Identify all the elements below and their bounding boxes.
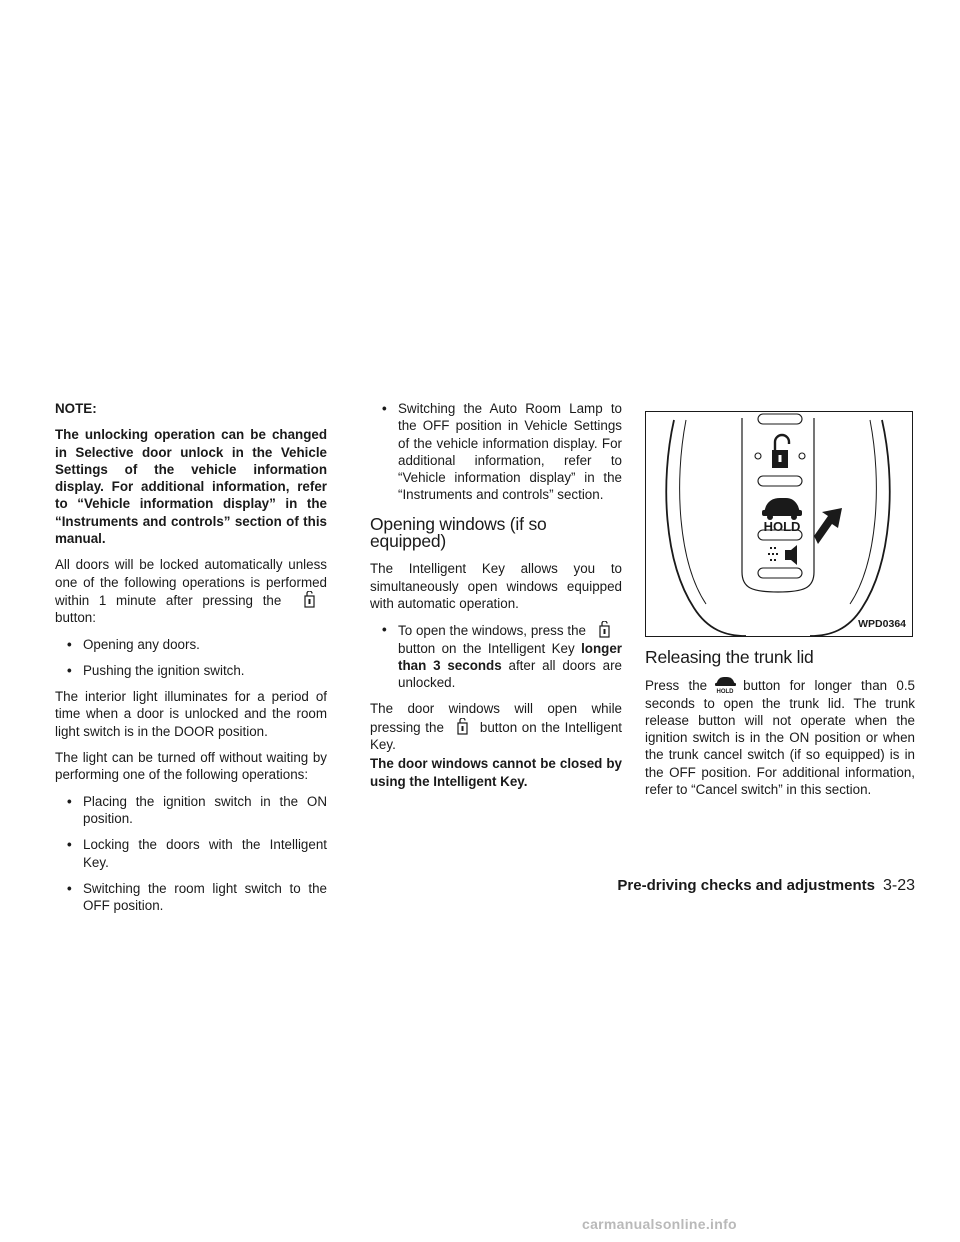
auto-lock-text: All doors will be locked automatically unless one of the following operations is performed within 1 minute after pressing the xyxy=(55,557,327,608)
watermark[interactable]: carmanualsonline.info xyxy=(582,1216,737,1232)
left-column xyxy=(55,400,327,923)
bullet-icon: • xyxy=(67,880,72,896)
svg-text:HOLD: HOLD xyxy=(716,689,734,695)
bullet-icon: • xyxy=(382,622,387,638)
right-column xyxy=(645,405,915,807)
section-heading-windows: Opening windows (if so equipped) xyxy=(370,513,547,552)
section-heading-trunk: Releasing the trunk lid xyxy=(645,647,814,667)
list-item: • Opening any doors. xyxy=(67,636,200,652)
unlock-key-icon xyxy=(450,718,474,735)
figure-hold-label: HOLD xyxy=(763,519,801,534)
list-item: • Switching the Auto Room Lamp to the OFF position in Vehicle Settings of the vehicle information display. For additional information, refer to “Vehicle information display” in the “Instruments and controls” section. xyxy=(382,401,622,503)
section-title: Pre-driving checks and adjustments xyxy=(617,877,875,894)
windows-warning-paragraph: The door windows cannot be closed by using the Intelligent Key. xyxy=(370,756,622,789)
bullet-list-operations xyxy=(55,636,327,680)
trunk-hold-icon xyxy=(711,676,739,694)
unlock-key-icon xyxy=(592,621,616,638)
list-item: • Placing the ignition switch in the ON position. xyxy=(67,793,327,826)
unlock-key-icon xyxy=(297,591,321,608)
interior-light-paragraph: The interior light illuminates for a period of time when a door is unlocked and the room light switch is in the DOOR position. xyxy=(55,689,327,739)
windows-intro-paragraph: The Intelligent Key allows you to simultaneously open windows equipped with automatic operation. xyxy=(370,561,622,611)
note-heading: NOTE: xyxy=(55,401,97,416)
bullet-icon: • xyxy=(67,662,72,678)
bullet-icon: • xyxy=(67,793,72,809)
light-off-paragraph: The light can be turned off without waiting by performing one of the following operations: xyxy=(55,750,327,783)
middle-column xyxy=(370,400,622,799)
bullet-list-top xyxy=(370,400,622,504)
bullet-icon: • xyxy=(67,636,72,652)
list-item: • Switching the room light switch to the OFF position. xyxy=(67,880,327,914)
intelligent-key-figure xyxy=(645,411,913,637)
page-footer xyxy=(617,877,915,895)
bullet-icon: • xyxy=(382,401,387,416)
trunk-release-paragraph: Press the HOLD button for longer than 0.5 seconds to open the trunk lid. The trunk release button will not operate when the ignition switch is in the ON position or when the trunk cancel switch (if so equipped) is in the OFF position. For additional information, refer to “Cancel switch” in this section. xyxy=(645,678,915,798)
bullet-list-windows xyxy=(370,621,622,691)
auto-lock-text-end: button: xyxy=(55,610,96,626)
intelligent-key-illustration xyxy=(646,412,912,636)
bullet-list-light-off xyxy=(55,793,327,915)
list-item: • To open the windows, press thebutton on the Intelligent Key longer than 3 seconds after all doors are unlocked. xyxy=(382,622,623,691)
list-item: • Locking the doors with the Intelligent Key. xyxy=(67,837,327,870)
bullet-icon: • xyxy=(67,837,72,853)
page-number: 3-23 xyxy=(882,877,915,894)
list-item: • Pushing the ignition switch. xyxy=(67,662,245,678)
figure-code: WPD0364 xyxy=(858,617,906,630)
auto-lock-paragraph xyxy=(55,556,327,626)
note-body: The unlocking operation can be changed in Selective door unlock in the Vehicle Settings of the vehicle information display. For additional information, refer to “Vehicle information display” in the “Instruments and controls” section of this manual. xyxy=(55,427,327,547)
windows-open-paragraph: The door windows will open while pressing the button on the Intelligent Key. xyxy=(370,701,622,753)
